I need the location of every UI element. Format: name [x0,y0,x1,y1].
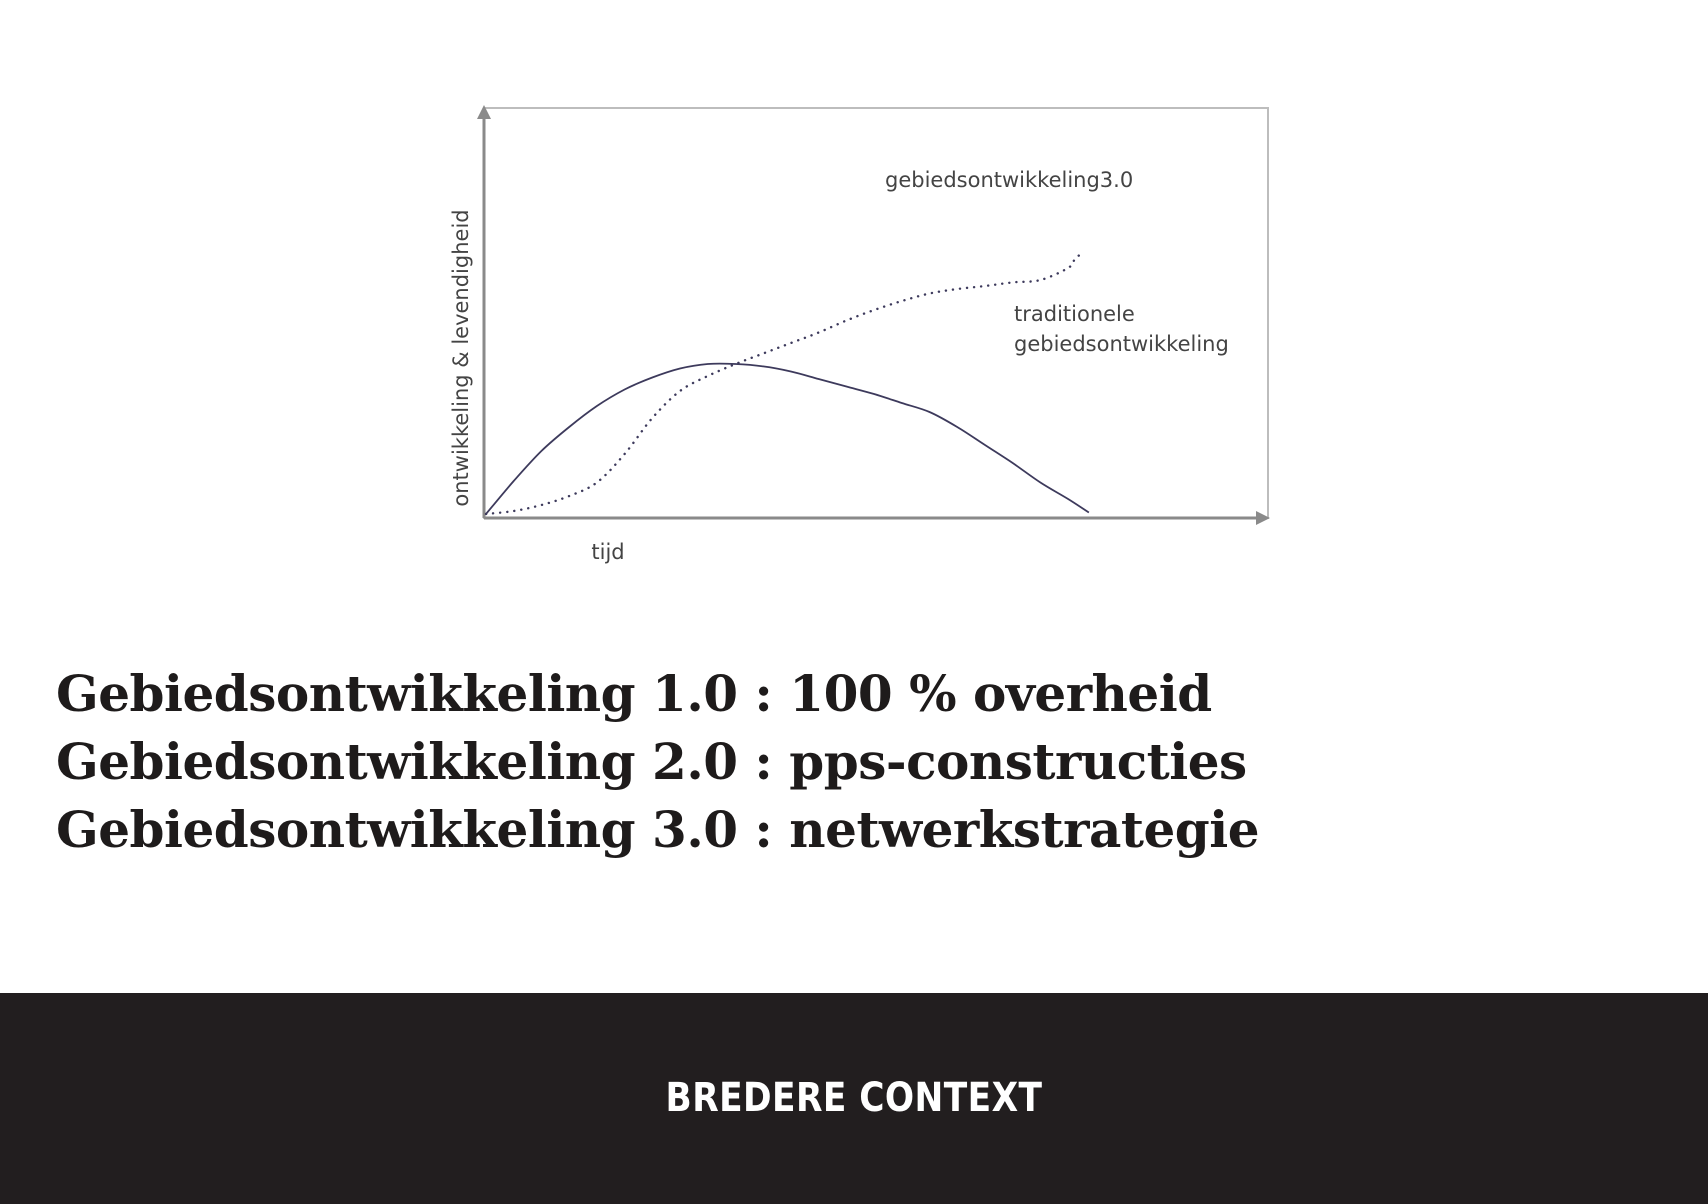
x-axis-label: tijd [591,540,625,564]
line-chart [0,0,1708,600]
footer-title: BREDERE CONTEXT [665,1075,1043,1121]
y-axis-label: ontwikkeling & levendigheid [449,209,473,507]
headline-list [56,660,1656,864]
footer-bar [0,993,1708,1204]
chart-frame [484,108,1268,518]
headline-3: Gebiedsontwikkeling 3.0 : netwerkstrategie [56,800,1260,859]
series-label-gebiedsontwikkeling3: gebiedsontwikkeling3.0 [885,168,1134,192]
series-layer [486,253,1089,514]
series-line-traditionele [486,364,1089,514]
series-label-traditionele-line1: traditionele [1014,302,1135,326]
series-label-traditionele-line2: gebiedsontwikkeling [1014,332,1229,356]
chart-figure [0,0,1708,600]
series-line-gebiedsontwikkeling3 [486,253,1082,514]
headline-1: Gebiedsontwikkeling 1.0 : 100 % overheid [56,664,1212,723]
headline-2: Gebiedsontwikkeling 2.0 : pps-constructies [56,732,1247,791]
series-label-traditionele [1014,302,1229,356]
